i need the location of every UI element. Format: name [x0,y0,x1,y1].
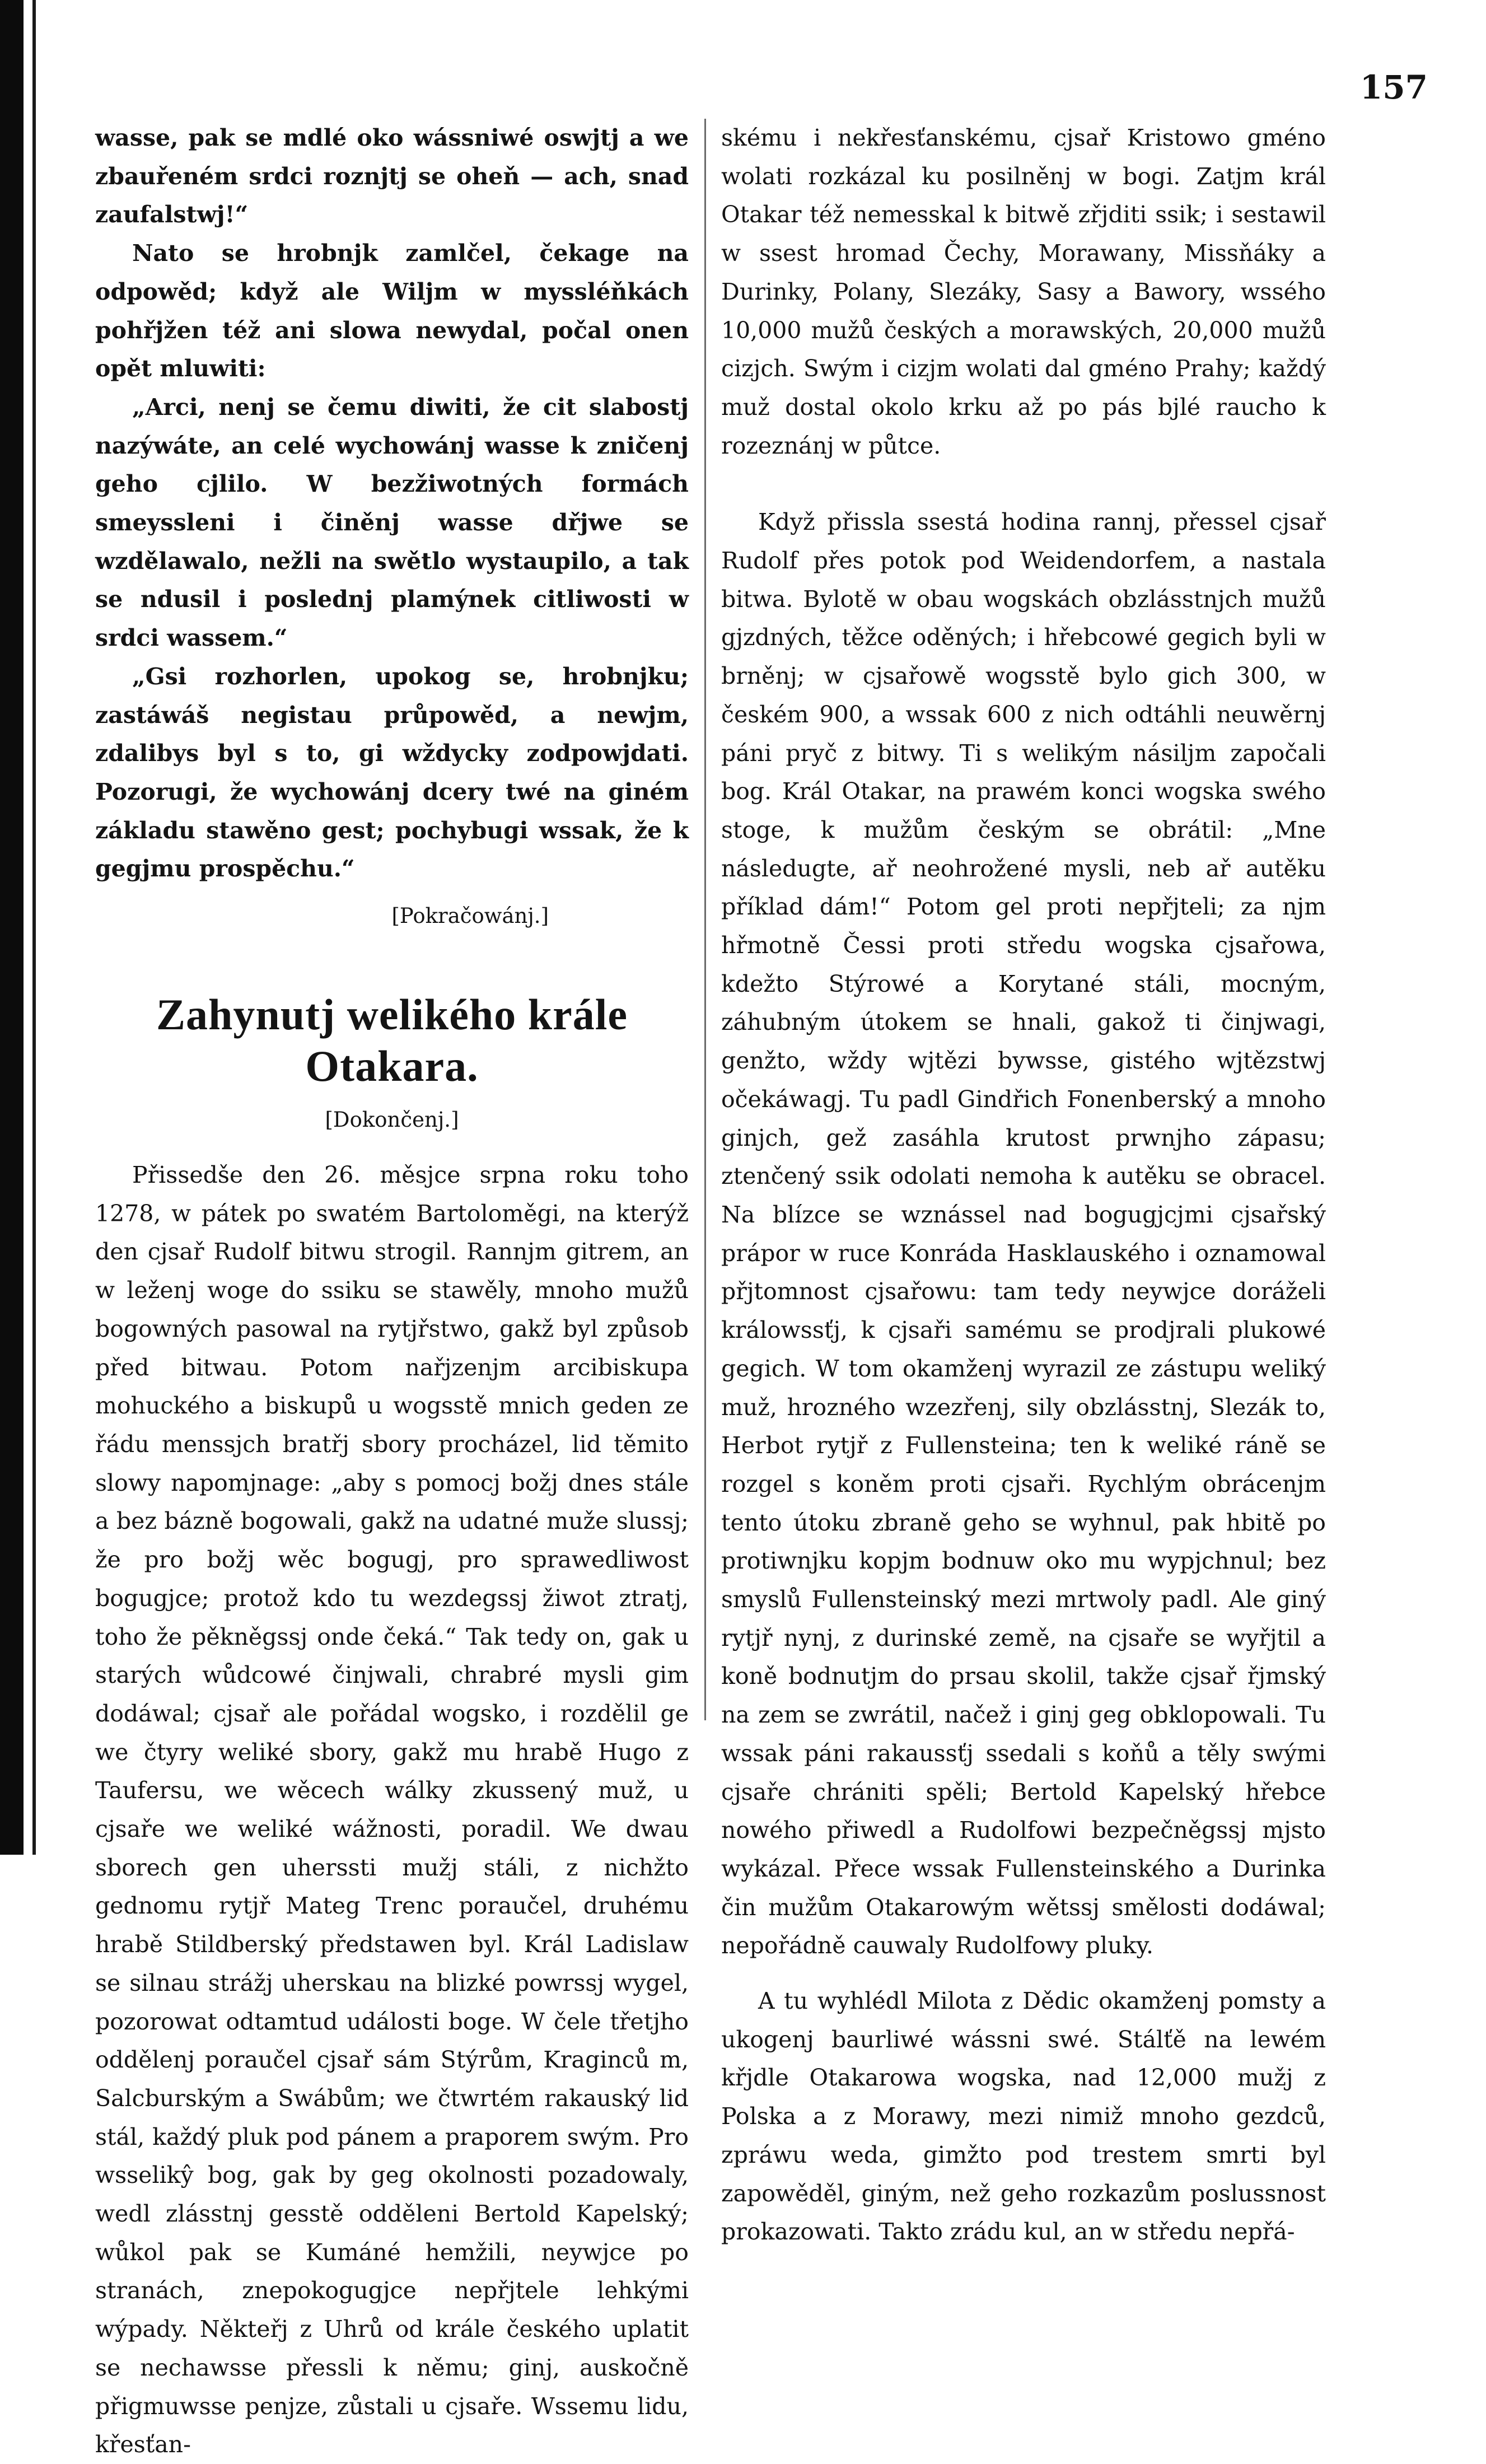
paragraph: Nato se hrobnjk zamlčel, čekage na odpowěd; když ale Wiljm w myssléňkách pohřjžen též ani slowa newydal, počal onen opět mluwiti: [95,240,689,382]
paragraph: Přissedše den 26. měsjce srpna roku toho 1278, w pátek po swatém Bartoloměgi, na kterýž den cjsař Rudolf bitwu strogil. Rannjm gitrem, an w leženj woge do ssiku se stawěly, mnoho mužů bogowných pasowal na rytjřstwo, gakž byl způsob před bitwau. Potom nařjzenjm arcibiskupa mohuckého a biskupů u wogsstě mnich geden ze řádu menssjch bratřj sbory procházel, lid těmito slowy napomjnage: „aby s pomocj božj dnes stále a bez bázně bogowali, gakž na udatné muže slussj; že pro božj wěc bogugj, pro sprawedliwost bogugjce; protož kdo tu wezdegssj žiwot ztratj, toho že pěkněgssj onde čeká.“ Tak tedy on, gak u starých wůdcowé činjwali, chrabré mysli gim dodáwal; cjsař ale pořádal wogsko, i rozdělil ge we čtyry weliké sbory, gakž mu hrabě Hugo z Taufersu, we wěcech wálky zkussený muž, u cjsaře we weliké wážnosti, poradil. We dwau sborech gen uherssti mužj stáli, z nichžto gednomu rytjř Mateg Trenc poraučel, druhému hrabě Stildberský předstawen byl. Král Ladislaw se silnau strážj uherskau na blizké powrssj wygel, pozorowat odtamtud události boge. W čele třetjho oddělenj poraučel cjsař sám Stýrům, Kraginců m, Salcburským a Swábům; we čtwrtém rakauský lid stál, každý pluk pod pánem a praporem swým. Pro wsselikŷ bog, gak by geg okolnosti pozadowaly, wedl zlásstnj gesstě odděleni Bertold Kapelský; wůkol pak se Kumáné hemžili, neywjce po stranách, znepokogugjce nepřjtele lehkými wýpady. Někteřj z Uhrů od krále českého uplatit se nechawsse přessli k němu; ginj, auskočně přigmuwsse penjze, zůstali u cjsaře. Wssemu lidu, křesťan- [95,1161,689,2458]
paragraph: wasse, pak se mdlé oko wássniwé oswjtj a we zbauřeném srdci roznjtj se oheň — ach, snad zaufalstwj!“ [95,124,689,228]
page-number: 157 [1359,68,1428,106]
paragraph: skému i nekřesťanskému, cjsař Kristowo gméno wolati rozkázal ku posilněnj w bogi. Zatjm král Otakar též nemesskal k bitwě zřjditi ssik; i sestawil w ssest hromad Čechy, Morawany, Missňáky a Durinky, Polany, Slezáky, Sasy a Bawory, wssého 10,000 mužů českých a morawských, 20,000 mužů cizjch. Swým i cizjm wolati dal gméno Prahy; každý muž dostal okolo krku až po pás bjlé raucho k rozeznánj w půtce. [721,124,1326,459]
article-subtitle: [Dokončenj.] [325,1108,459,1132]
paragraph: „Arci, nenj se čemu diwiti, že cit slabostj nazýwáte, an celé wychowánj wasse k zničenj geho cjlilo. W bezžiwotných formách smeyssleni i činěnj wasse dřjwe se wzdělawalo, nežli na swětlo wystaupilo, a tak se ndusil i poslednj plamýnek citliwosti w srdci wassem.“ [95,393,689,652]
right-column [721,119,1326,2251]
article-title: Zahynutj welikého krále Otakara. [156,990,628,1091]
paragraph: Když přissla ssestá hodina rannj, přessel cjsař Rudolf přes potok pod Weidendorfem, a nastala bitwa. Bylotě w obau wogskách obzlásstnjch mužů gjzdných, těžce oděných; i hřebcowé gegich byli w brněnj; w cjsařowě wogsstě bylo gich 300, w českém 900, a wssak 600 z nich odtáhli neuwěrnj páni pryč z bitwy. Ti s welikým násiljm započali bog. Král Otakar, na prawém konci wogska swého stoge, k mužům českým se obrátil: „Mne následugte, ař neohrožené mysli, neb ař autěku příklad dám!“ Potom gel proti nepřjteli; za njm hřmotně Čessi proti středu wogska cjsařowa, kdežto Stýrowé a Korytané stáli, mocným, záhubným útokem se hnali, gakož ti činjwagi, genžto, wždy wjtězi bywsse, gistého wjtězstwj očekáwagj. Tu padl Gindřich Fonenberský a mnoho ginjch, gež zasáhla krutost prwnjho zápasu; ztenčený ssik odolati nemoha k autěku se obracel. Na blízce se wznássel nad bogugjcjmi cjsařský prápor w ruce Konráda Hasklauského i oznamowal přjtomnost cjsařowu: tam tedy neywjce doráželi králowssťj, k cjsaři samému se prodjrali plukowé gegich. W tom okamženj wyrazil ze zástupu weliký muž, hrozného wzezřenj, sily obzlásstnj, Slezák to, Herbot rytjř z Fullensteina; ten k weliké ráně se rozgel s koněm proti cjsaři. Rychlým obrácenjm tento útoku zbraně geho se wyhnul, pak hbitě po protiwnjku kopjm bodnuw oko mu wypjchnul; bez smyslů Fullensteinský mezi mrtwoly padl. Ale giný rytjř nynj, z durinské země, na cjsaře se wyřjtil a koně bodnutjm do prsau skolil, takže cjsař řjmský na zem se zwrátil, načež i ginj geg obklopowali. Tu wssak páni rakaussťj ssedali s koňů a těly swými cjsaře chrániti spěli; Bertold Kapelský hřebce nowého přiwedl a Rudolfowi bezpečněgssj mjsto wykázal. Přece wssak Fullensteinského a Durinka čin mužům Otakarowým wětssj smělosti dodáwal; nepořádně cauwaly Rudolfowy pluky. [721,508,1326,1959]
left-column [95,119,689,2464]
paragraph: A tu wyhlédl Milota z Dědic okamženj pomsty a ukogenj baurliwé wássni swé. Stálťě na lewém křjdle Otakarowa wogska, nad 12,000 mužj z Polska a z Morawy, mezi nimiž mnoho gezdců, zpráwu weda, gimžto pod trestem smrti byl zapowěděl, giným, než geho rozkazům poslussnost prokazowati. Takto zrádu kul, an w středu nepřá- [721,1987,1326,2246]
continued-note: [Pokračowánj.] [391,904,549,928]
column-divider [704,119,706,1720]
paragraph: „Gsi rozhorlen, upokog se, hrobnjku; zastáwáš negistau průpowěd, a newjm, zdalibys byl s to, gi wždycky zodpowjdati. Pozorugi, že wychowánj dcery twé na giném základu stawěno gest; pochybugi wssak, že k gegjmu prospěchu.“ [95,662,689,883]
